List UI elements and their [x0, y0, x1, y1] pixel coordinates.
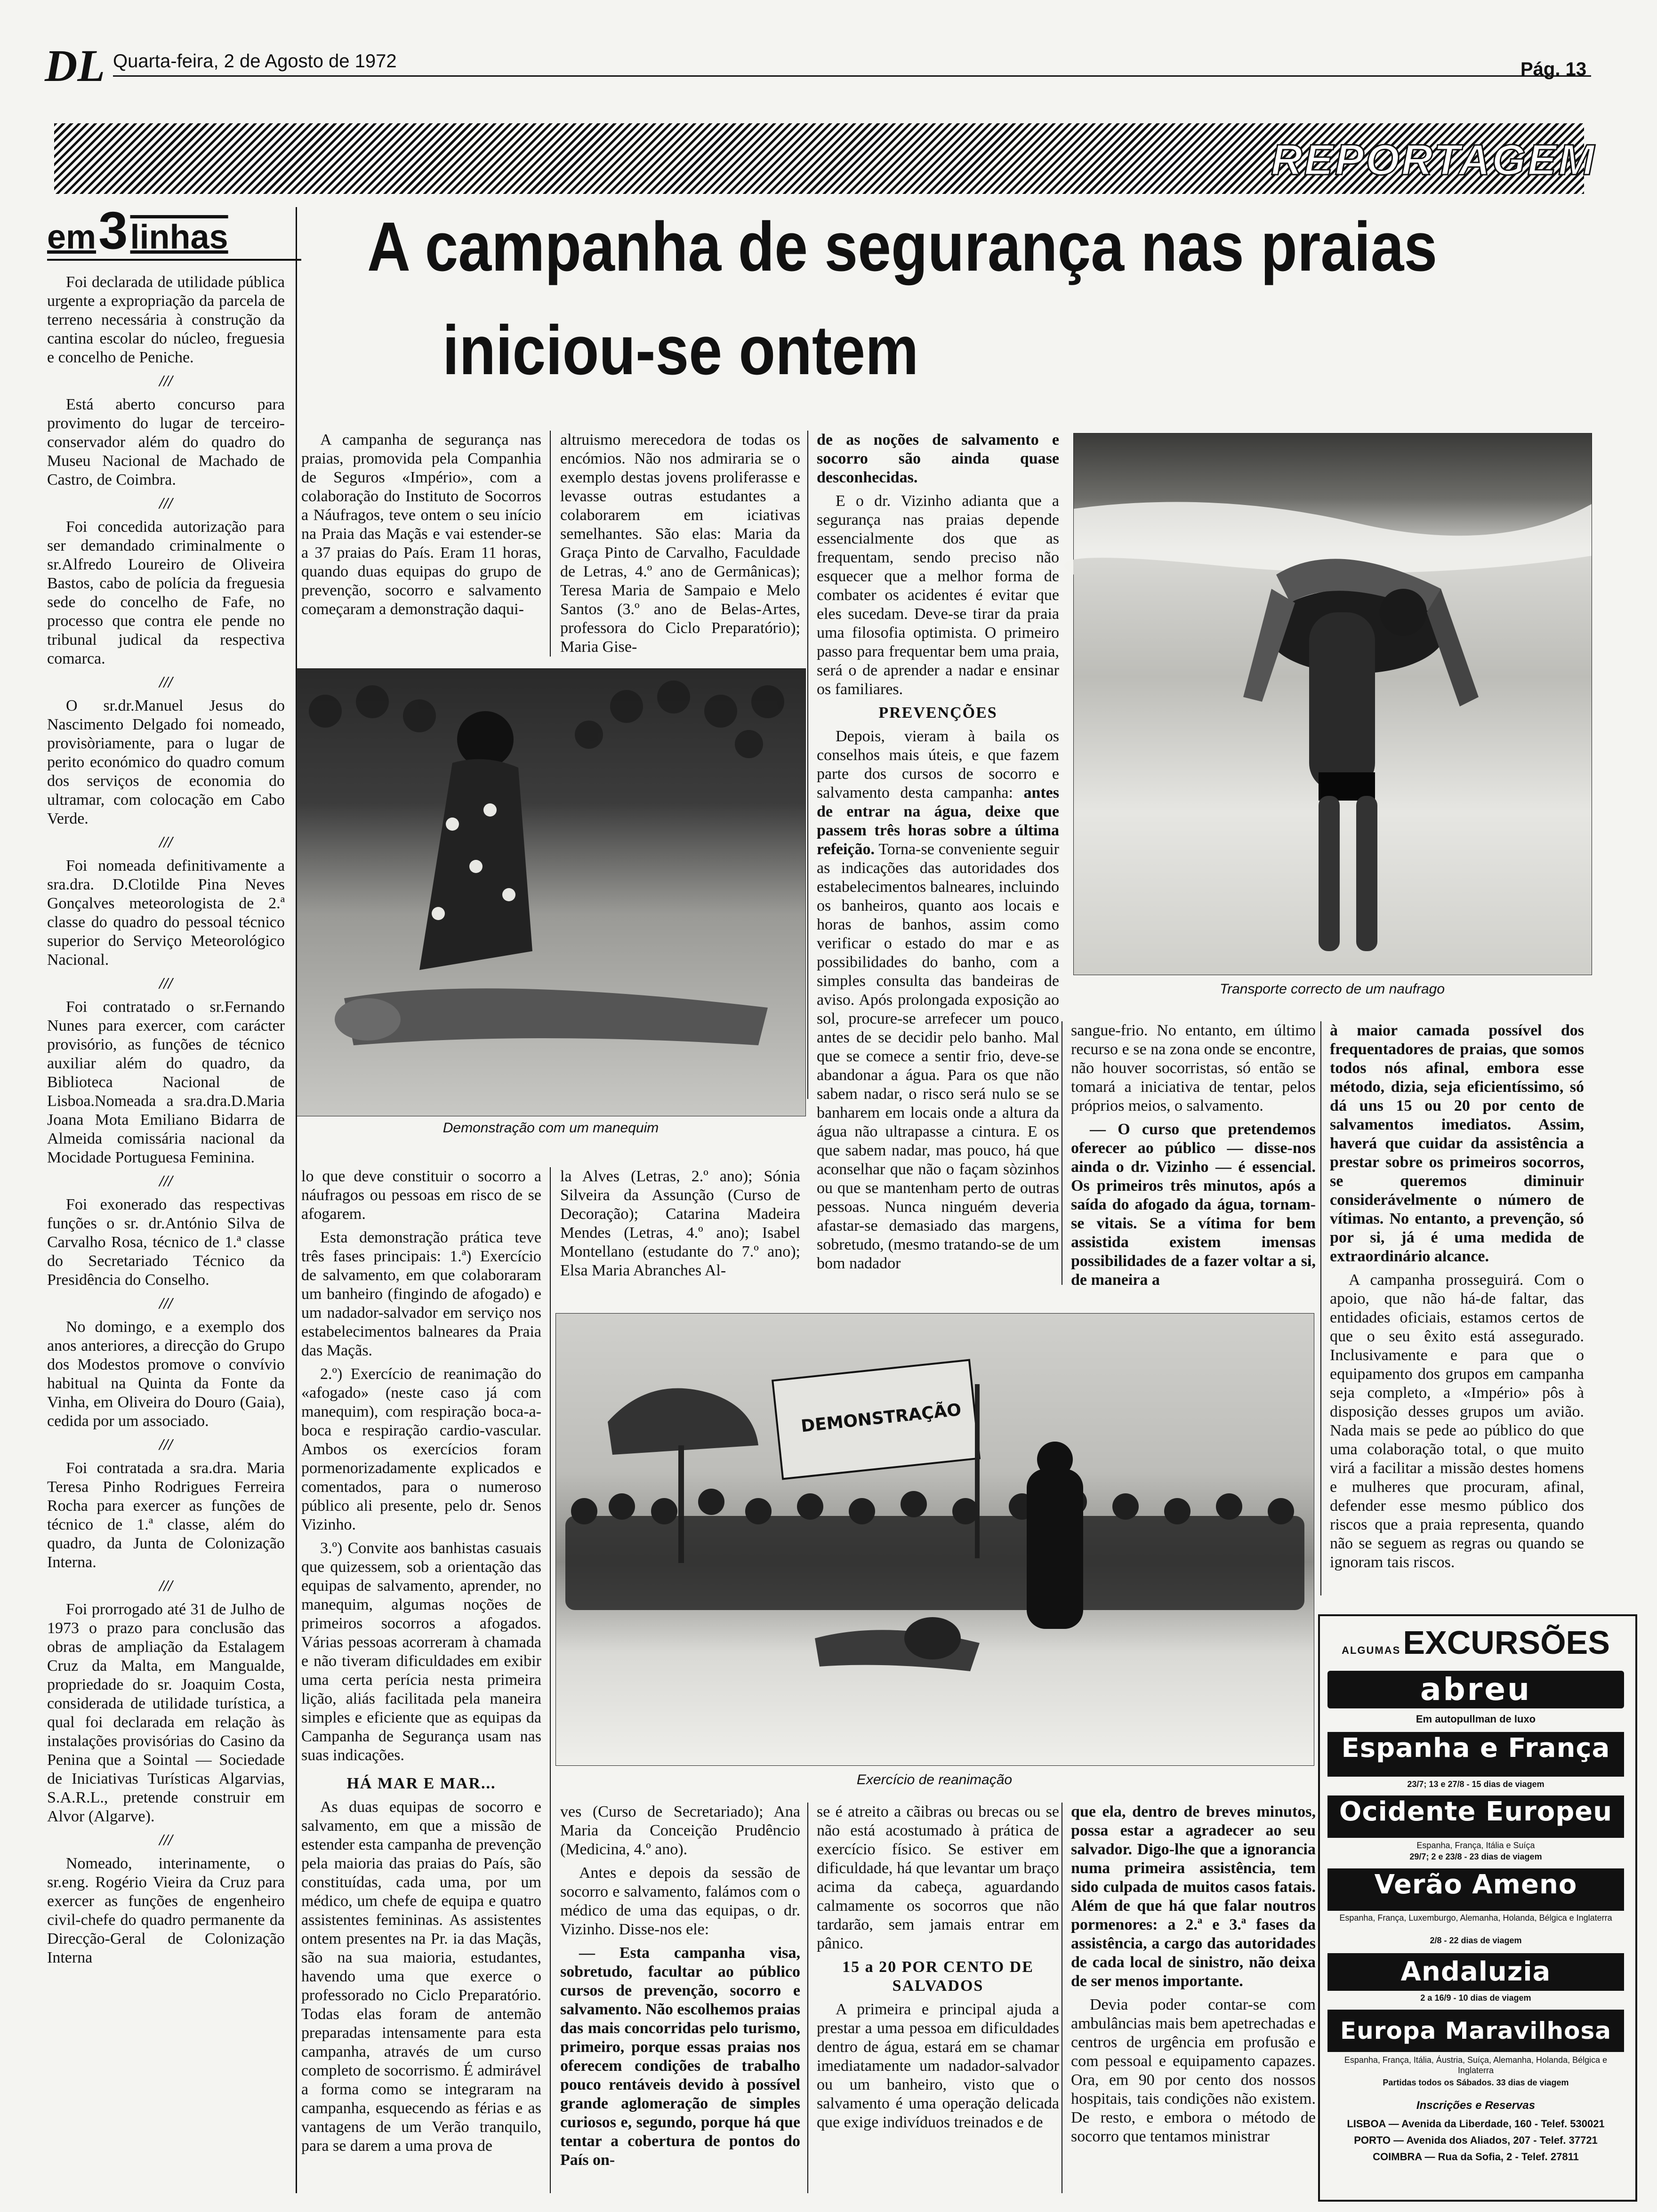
- subhead-prevencoes: PREVENÇÕES: [878, 704, 997, 721]
- ad-tour-ocidente-europeu: [1327, 1795, 1624, 1838]
- ad-tour-sub: Espanha, França, Itália e Suíça: [1416, 1841, 1535, 1850]
- sidebar-title-linhas: linhas: [130, 218, 228, 256]
- column-rule: [550, 1167, 551, 2193]
- sidebar-separator: ///: [159, 1831, 173, 1849]
- article-col1-bottom: [301, 1774, 541, 2198]
- sidebar-item: Foi contratado o sr.Fernando Nunes para exercer, com carácter provisório, as funções de técnico auxiliar além do quadro, da Biblioteca Nacional de Lisboa.Nomeada a sra.dra.D.Maria Joana Mota Emiliano Bidarra de Almeida comissária nacional da Mocidade Portuguesa Feminina.: [47, 998, 285, 1166]
- header-rule: [113, 75, 1591, 77]
- sidebar-item: Foi concedida autorização para ser demandado criminalmente o sr.Alfredo Loureiro de Oliveira Bastos, cabo de polícia da freguesia sede do concelho de Fafe, no processo que contra ele pende no tribunal judical da respectiva comarca.: [47, 518, 285, 667]
- caption-mannequin-demo: Demonstração com um manequim: [442, 1120, 659, 1136]
- masthead-logo: DL: [45, 40, 105, 91]
- mannequin-scene-illustration: [297, 669, 805, 1116]
- ad-tour-sub: Espanha, França, Itália, Áustria, Suíça, Alemanha, Holanda, Bélgica e Inglaterra: [1344, 2055, 1608, 2075]
- ad-header: [1327, 1624, 1624, 1661]
- paragraph-bold-text: antes de entrar na água, deixe que passem três horas sobre a última refeição.: [817, 784, 1059, 858]
- article-col3-bottom: [817, 1803, 1059, 2198]
- sidebar-title: [47, 201, 301, 261]
- sidebar-item: Foi declarada de utilidade pública urgente a expropriação da parcela de terreno necessária à construção da cantina escolar do núcleo, freguesia e concelho de Peniche.: [47, 273, 285, 366]
- article-col3-top: [817, 431, 1059, 1272]
- subhead-15-a-20: 15 a 20 POR CENTO DE SALVADOS: [842, 1958, 1034, 1995]
- sidebar-separator: ///: [159, 673, 173, 691]
- sidebar-item: Foi contratada a sra.dra. Maria Teresa Pinho Rodrigues Ferreira Rocha para exercer as funções de técnico de 1.ª classe, além do quadro, da Junta de Colonização Interna.: [47, 1459, 285, 1571]
- article-col2-mid: [560, 1167, 800, 1308]
- paragraph: sangue-frio. No entanto, em último recurso e se na zona onde se encontre, não houver socorristas, só então se tomará a iniciativa de tentar, pelos próprios meios, o salvamento.: [1071, 1022, 1316, 1114]
- headline-line-2: iniciou-se ontem: [442, 312, 919, 389]
- ad-footer-line: LISBOA — Avenida da Liberdade, 160 - Telef. 530021: [1347, 2118, 1605, 2130]
- sidebar-item: Foi prorrogado até 31 de Julho de 1973 o prazo para conclusão das obras de ampliação da Estalagem Cruz da Malta, em Mangualde, propriedade do sr. Joaquim Costa, considerada de utilidade turística, a qual foi declarada em relação às instalações provisórias do Casino da Penina que a Sointal — Sociedade de Iniciativas Turísticas Algarvias, S.A.R.L., pretende construir em Alvor (Algarve).: [47, 1601, 285, 1825]
- ad-footer-line: PORTO — Avenida dos Aliados, 207 - Telef. 37721: [1354, 2134, 1598, 2146]
- paragraph: E o dr. Vizinho adianta que a segurança nas praias depende essencialmente dos que as frequentam, sendo preciso não esquecer que a melhor forma de combater os acidentes é evitar que eles sucedam. Deve-se tirar da praia uma filosofia optimista. O primeiro passo para frequentar bem uma praia, será o de aprender a nadar e ensinar os familiares.: [817, 492, 1059, 698]
- sidebar-title-em: em: [47, 218, 97, 256]
- banner-text: DEMONSTRAÇÃO: [800, 1400, 962, 1436]
- paragraph-bold: à maior camada possível dos frequentadores de praias, que somos todos nós afinal, embora esse método, dizia, seja eficientíssimo, só dá uns 15 ou 20 por cento de salvamentos imediatos. Assim, haverá que cuidar da assistência a prestar sobre os primeiros socorros, se queremos diminuir considerávelmente o número de vítimas. No entanto, a prevenção, só por si, já é uma medida de extraordinário alcance.: [1330, 1022, 1584, 1265]
- paragraph: Antes e depois da sessão de socorro e salvamento, falámos com o médico de uma das equipas, o dr. Vizinho. Disse-nos ele:: [560, 1864, 800, 1938]
- paragraph: se é atreito a cãibras ou brecas ou se não está acostumado à prática de exercício físico. Se estiver em dificuldade, há que levantar um braço acima da cabeça, aguardando calmamente os socorros que não tardarão, sem jamais entrar em pânico.: [817, 1803, 1059, 1952]
- photo-reanimation-exercise: [555, 1313, 1314, 1766]
- sidebar-item: Foi nomeada definitivamente a sra.dra. D.Clotilde Pina Neves Gonçalves meteorologista de 2.ª classe do quadro do pessoal técnico superior do Serviço Meteorológico Nacional.: [47, 857, 285, 969]
- sidebar-rule: [296, 207, 297, 2193]
- ad-tour-info: 2/8 - 22 dias de viagem: [1430, 1936, 1522, 1945]
- column-rule: [807, 1803, 808, 2193]
- ad-tour-title: Verão Ameno: [1374, 1869, 1577, 1900]
- reanimation-scene-illustration: [556, 1314, 1314, 1765]
- sidebar-title-number: 3: [98, 201, 128, 260]
- photo-rescue-carry: [1073, 433, 1592, 975]
- article-col4-bottom: [1071, 1803, 1316, 2198]
- sidebar-separator: ///: [159, 1436, 173, 1453]
- subhead-ha-mar-e-mar: HÁ MAR E MAR...: [346, 1775, 496, 1792]
- ad-tour-info: Partidas todos os Sábados. 33 dias de viagem: [1383, 2078, 1569, 2087]
- ad-tour-info: 29/7; 2 e 23/8 - 23 dias de viagem: [1409, 1852, 1542, 1861]
- paragraph: As duas equipas de socorro e salvamento, em que a missão de estender esta campanha de prevenção pela maioria das praias do País, são constituídas, cada uma, por um médico, um chefe de equipa e quatro assistentes femininas. As assistentes ontem presentes na Pr. ia das Maçãs, são na sua maioria, estudantes, havendo uma que exerce o professorado no Ciclo Preparatório. Todas elas foram de antemão preparadas intensamente para esta campanha, através de um curso completo de socorrismo. É admirável a forma como se integraram na campanha, esquecendo as férias e as vantagens de um Verão tranquilo, para se darem a uma prova de: [301, 1798, 541, 2155]
- paragraph: 2.º) Exercício de reanimação do «afogado» (neste caso já com manequim), com respiração boca-a-boca e respiração cardio-vascular. Ambos os exercícios foram pormenorizadamente explicados e comentados, para o numeroso público ali presente, pelo dr. Senos Vizinho.: [301, 1365, 541, 1533]
- caption-reanimation-exercise: Exercício de reanimação: [856, 1772, 1013, 1787]
- column-rule: [550, 431, 551, 657]
- paragraph-bold: — Esta campanha visa, sobretudo, facultar ao público cursos de prevenção, socorro e salvamento. Não escolhemos praias das mais concorridas pelo turismo, primeiro, porque essas praias nos oferecem condições de trabalho pouco rentáveis devido à possível grande aglomeração de simples curiosos e, segundo, porque há que tentar a cobertura de pontos do País on-: [560, 1944, 800, 2169]
- section-label: REPORTAGEM: [1271, 136, 1596, 184]
- article-col1-mid: [301, 1167, 541, 1770]
- ad-tour-title: Ocidente Europeu: [1339, 1796, 1613, 1827]
- issue-date: Quarta-feira, 2 de Agosto de 1972: [113, 51, 397, 72]
- ad-footer-line: COIMBRA — Rua da Sofia, 2 - Telef. 27811: [1373, 2151, 1579, 2163]
- sidebar-separator: ///: [159, 1295, 173, 1312]
- paragraph-text: Torna-se conveniente seguir as indicações das autoridades dos estabelecimentos balneares, incluindo os banheiros, quanto aos locais e horas de banhos, assim como verificar o estado do mar e as possibilidades do banho, com a simples consulta das bandeiras de aviso. Após prolongada exposição ao sol, procure-se arrefecer um pouco antes de se decidir pelo banho. Mal que se comece a sentir frio, deve-se abandonar a água. Para os que não sabem nadar, o risco será nulo se se banharem em locais onde a altura da água não ultrapasse a cintura. E os que sabem nadar, mas pouco, há que aconselhar que não o façam sòzinhos ou que se mantenham perto de outras pessoas. Nunca ninguém deveria afastar-se demasiado das margens, sobretudo, (mesmo tratando-se de um bom nadador: [817, 841, 1059, 1272]
- paragraph: la Alves (Letras, 2.º ano); Sónia Silveira da Assunção (Curso de Decoração); Catarina Madeira Mendes (Letras, 4.º ano); Isabel Montellano (estudante do 7.º ano); Elsa Maria Abranches Al-: [560, 1168, 800, 1279]
- paragraph-bold: — O curso que pretendemos oferecer ao público — disse-nos ainda o dr. Vizinho — é essencial. Os primeiros três minutos, após a saída do afogado da água, tornam-se vitais. Se a vítima for bem assistida existem imensas possibilidades de a fazer voltar a si, de maneira a: [1071, 1121, 1316, 1289]
- paragraph: Devia poder contar-se com ambulâncias mais bem apetrechadas e centros de urgência em profusão e com pessoal e equipamento capazes. Ora, em 90 por cento dos nossos hospitais, tais condições não existem. De resto, e embora o método de socorro que tentamos ministrar: [1071, 1996, 1316, 2145]
- ad-brand-block: [1327, 1671, 1624, 1708]
- article-col1-top: [301, 431, 541, 666]
- ad-excursoes: EXCURSÕES: [1403, 1624, 1610, 1661]
- ad-brand: abreu: [1420, 1671, 1532, 1707]
- ad-tour-sub: Espanha, França, Luxemburgo, Alemanha, Holanda, Bélgica e Inglaterra: [1339, 1913, 1612, 1923]
- article-col4-mid: [1071, 1021, 1316, 1289]
- ad-algumas: ALGUMAS: [1342, 1644, 1401, 1656]
- headline-line-1: A campanha de segurança nas praias: [367, 208, 1438, 286]
- sidebar-separator: ///: [159, 495, 173, 512]
- paragraph: ves (Curso de Secretariado); Ana Maria da Conceição Prudêncio (Medicina, 4.º ano).: [560, 1803, 800, 1858]
- paragraph: A primeira e principal ajuda a prestar a uma pessoa em dificuldades dentro de água, estará em se chamar imediatamente um nadador-salvador ou um banheiro, visto que o salvamento é uma operação delicada que exige indivíduos treinados e de: [817, 2001, 1059, 2131]
- paragraph-text: Depois, vieram à baila os conselhos mais úteis, e que fazem parte dos cursos de socorro e salvamento desta campanha:: [817, 728, 1059, 801]
- ad-footer-title: Inscrições e Reservas: [1416, 2099, 1536, 2112]
- ad-tour-verao-ameno: [1327, 1868, 1624, 1911]
- column-rule: [807, 431, 808, 1099]
- article-col5-mid: [1330, 1021, 1584, 1586]
- column-rule: [1320, 1021, 1321, 1595]
- caption-rescue-carry: Transporte correcto de um naufrago: [1219, 981, 1445, 997]
- ad-subtitle: Em autopullman de luxo: [1416, 1713, 1536, 1725]
- article-col3-mid: [817, 1002, 1059, 1290]
- paragraph-bold: de as noções de salvamento e socorro são ainda quase desconhecidas.: [817, 431, 1059, 486]
- ad-tour-andaluzia: [1327, 1953, 1624, 1991]
- sidebar-column: [47, 273, 285, 2203]
- photo-mannequin-demo: [297, 668, 806, 1116]
- article-col2-bottom: [560, 1803, 800, 2198]
- paragraph: altruismo merecedora de todas os encómios. Não nos admiraria se o exemplo destas jovens proliferasse e levasse outras estudantes a colaborarem em iciativas semelhantes. São elas: Maria da Graça Pinto de Carvalho, Faculdade de Letras, 4.º ano de Germânicas); Teresa Maria de Sampaio e Melo Santos (3.º ano de Belas-Artes, professora do Ciclo Preparatório); Maria Gise-: [560, 431, 800, 656]
- ad-tour-title: Europa Maravilhosa: [1340, 2017, 1611, 2044]
- sidebar-separator: ///: [159, 975, 173, 992]
- paragraph: A campanha prosseguirá. Com o apoio, que não há-de faltar, das entidades oficiais, estamos certos de que o seu êxito está assegurado. Inclusivamente e para que o equipamento dos grupos em campanha seja completo, a «Império» pôs à disposição desses grupos um avião. Nada mais se pede ao público do que uma colaboração total, o que muito virá a facilitar a missão destes homens e mulheres que procuram, afinal, defender esse mesmo público dos riscos que a praia representa, quando não se seguem as regras ou quando se ignoram tais riscos.: [1330, 1271, 1584, 1571]
- ad-tour-europa-maravilhosa: [1327, 2010, 1624, 2052]
- page-number: Pág. 13: [1520, 59, 1587, 80]
- sidebar-separator: ///: [159, 1172, 173, 1190]
- ad-tour-info: 23/7; 13 e 27/8 - 15 dias de viagem: [1407, 1779, 1544, 1789]
- sidebar-item: No domingo, e a exemplo dos anos anteriores, a direcção do Grupo dos Modestos promove o convívio habitual na Quinta da Fonte da Vinha, em Oliveira do Douro (Gaia), cedida por um associado.: [47, 1318, 285, 1430]
- rescue-figures-illustration: [1074, 433, 1592, 975]
- ad-tour-title: Andaluzia: [1400, 1956, 1551, 1987]
- paragraph-bold: que ela, dentro de breves minutos, possa estar a agradecer ao seu salvador. Digo-lhe que a ignorancia numa primeira assistência, tem sido culpada de muitos casos fatais. Além de que há que falar noutros pormenores: a 2.ª e 3.ª fases da assistência, a cargo das autoridades de cada local de sinistro, não deixa de ser menos importante.: [1071, 1803, 1316, 1990]
- ad-tour-espanha-franca: [1327, 1732, 1624, 1777]
- ad-tour-info: 2 a 16/9 - 10 dias de viagem: [1420, 1993, 1531, 2003]
- paragraph: A campanha de segurança nas praias, promovida pela Companhia de Seguros «Império», com a colaboração do Instituto de Socorros a Náufragos, teve ontem o seu início na Praia das Maçãs e vai estender-se a 37 praias do País. Eram 11 horas, quando duas equipas do grupo de prevenção, socorro e salvamento começaram a demonstração daqui-: [301, 431, 541, 618]
- paragraph: Esta demonstração prática teve três fases principais: 1.ª) Exercício de salvamento, em que colaboraram um banheiro (fingindo de afogado) e um nadador-salvador em serviço nos estabelecimentos balneares da Praia das Maçãs.: [301, 1229, 541, 1359]
- sidebar-separator: ///: [159, 1577, 173, 1595]
- sidebar-item: O sr.dr.Manuel Jesus do Nascimento Delgado foi nomeado, provisòriamente, para o lugar de perito económico do quadro comum dos serviços de economia do ultramar, com colocação em Cabo Verde.: [47, 697, 285, 827]
- sidebar-item: Foi exonerado das respectivas funções o sr. dr.António Silva de Carvalho Rosa, técnico de 1.ª classe do Secretariado Técnico da Presidência do Conselho.: [47, 1196, 285, 1289]
- ad-tour-title: Espanha e França: [1341, 1733, 1610, 1763]
- sidebar-item: Nomeado, interinamente, o sr.eng. Rogério Vieira da Cruz para exercer as funções de engenheiro civil-chefe do quadro permanente da Direcção-Geral de Colonização Interna: [47, 1855, 285, 1966]
- article-col2-top: [560, 431, 800, 666]
- sidebar-separator: ///: [159, 372, 173, 390]
- paragraph: lo que deve constituir o socorro a náufragos ou pessoas em risco de se afogarem.: [301, 1168, 541, 1223]
- sidebar-item: Está aberto concurso para provimento do lugar de terceiro-conservador além do quadro do Museu Nacional de Machado de Castro, de Coimbra.: [47, 396, 285, 489]
- paragraph: 3.º) Convite aos banhistas casuais que quizessem, sob a orientação das equipas de salvamento, aprender, no manequim, algumas noções de primeiros socorros a afogados. Várias pessoas acorreram à chamada e não tiveram dificuldades em exibir uma certa perícia nesta primeira lição, aliás facilitada pela maneira simples e eficiente que as equipas da Campanha de Segurança usam nas suas indicações.: [301, 1539, 541, 1764]
- sidebar-separator: ///: [159, 834, 173, 851]
